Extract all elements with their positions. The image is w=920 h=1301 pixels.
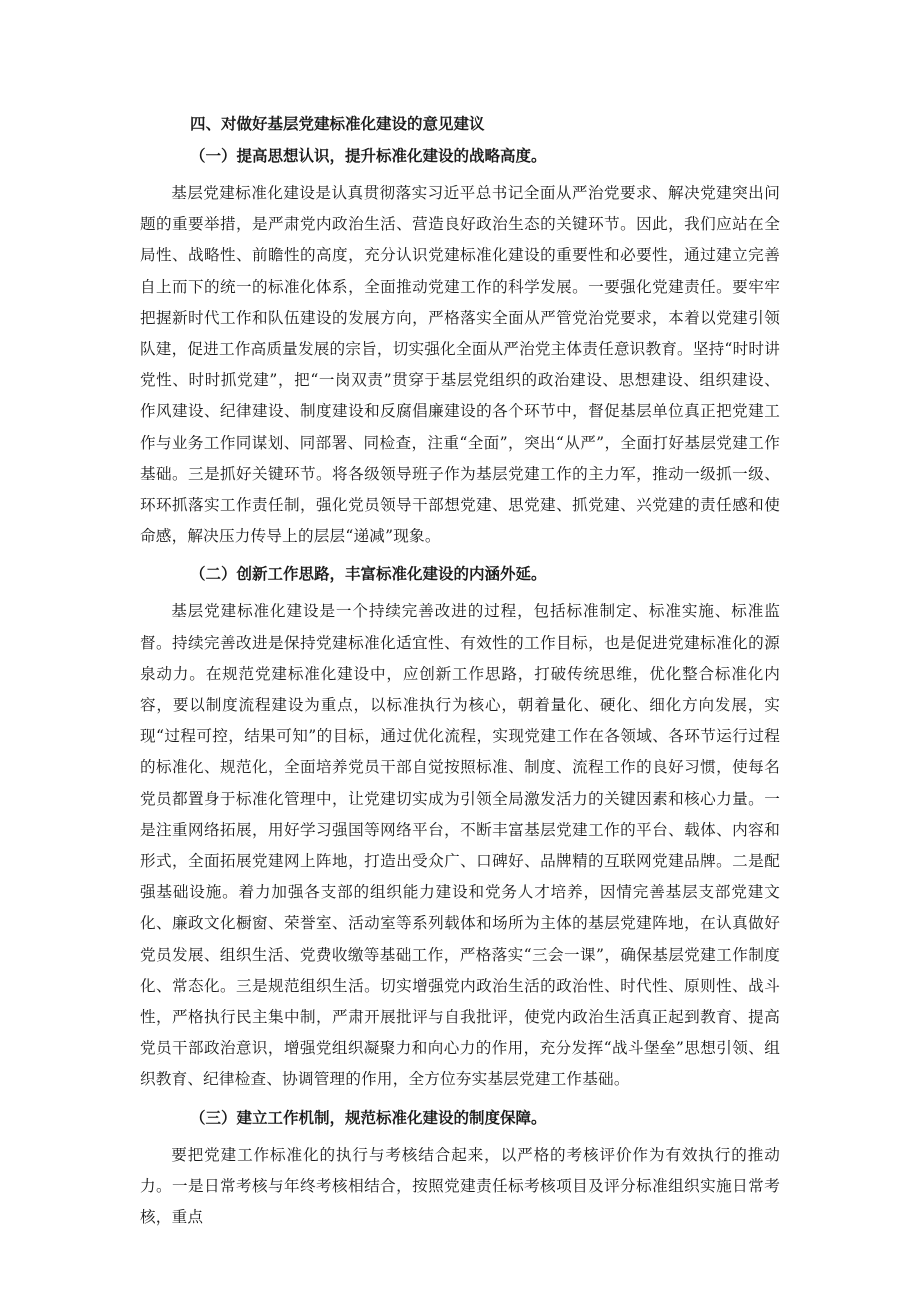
section-title: 四、对做好基层党建标准化建设的意见建议 xyxy=(190,115,485,133)
subsection-paragraph-1: 基层党建标准化建设是认真贯彻落实习近平总书记全面从严治党要求、解决党建突出问题的重要举措，是严肃党内政治生活、营造良好政治生态的关键环节。因此，我们应站在全局性、战略性、前瞻性的高度，充分认识党建标准化建设的重要性和必要性，通过建立完善自上而下的统一的标准化体系，全面推动党建工作的科学发展。一要强化党建责任。要牢牢把握新时代工作和队伍建设的发展方向，严格落实全面从严管党治党要求，本着以党建引领队建，促进工作高质量发展的宗旨，切实强化全面从严治党主体责任意识教育。坚持“时时讲党性、时时抓党建”，把“一岗双责”贯穿于基层党组织的政治建设、思想建设、组织建设、作风建设、纪律建设、制度建设和反腐倡廉建设的各个环节中，督促基层单位真正把党建工作与业务工作同谋划、同部署、同检查，注重“全面”，突出“从严”，全面打好基层党建工作基础。三是抓好关键环节。将各级领导班子作为基层党建工作的主力军，推动一级抓一级、环环抓落实工作责任制，强化党员领导干部想党建、思党建、抓党建、兴党建的责任感和使命感，解决压力传导上的层层“递减”现象。 xyxy=(140,184,780,546)
subsection-paragraph-2: 基层党建标准化建设是一个持续完善改进的过程，包括标准制定、标准实施、标准监督。持续完善改进是保持党建标准化适宜性、有效性的工作目标，也是促进党建标准化的源泉动力。在规范党建标准化建设中，应创新工作思路，打破传统思维，优化整合标准化内容，要以制度流程建设为重点，以标准执行为核心，朝着量化、硬化、细化方向发展，实现“过程可控，结果可知”的目标，通过优化流程，实现党建工作在各领域、各环节运行过程的标准化、规范化，全面培养党员干部自觉按照标准、制度、流程工作的良好习惯，使每名党员都置身于标准化管理中，让党建切实成为引领全局激发活力的关键因素和核心力量。一是注重网络拓展，用好学习强国等网络平台，不断丰富基层党建工作的平台、载体、内容和形式，全面拓展党建网上阵地，打造出受众广、口碑好、品牌精的互联网党建品牌。二是配强基础设施。着力加强各支部的组织能力建设和党务人才培养，因情完善基层支部党建文化、廉政文化橱窗、荣誉室、活动室等系列载体和场所为主体的基层党建阵地，在认真做好党员发展、组织生活、党费收缴等基础工作，严格落实“三会一课”，确保基层党建工作制度化、常态化。三是规范组织生活。切实增强党内政治生活的政治性、时代性、原则性、战斗性，严格执行民主集中制，严肃开展批评与自我批评，使党内政治生活真正起到教育、提高党员干部政治意识，增强党组织凝聚力和向心力的作用，充分发挥“战斗堡垒”思想引领、组织教育、纪律检查、协调管理的作用，全方位夯实基层党建工作基础。 xyxy=(140,602,780,1089)
document-body xyxy=(140,112,780,1243)
subsection-heading-1: （一）提高思想认识，提升标准化建设的战略高度。 xyxy=(190,147,547,165)
subsection-paragraph-3: 要把党建工作标准化的执行与考核结合起来，以严格的考核评价作为有效执行的推动力。一是日常考核与年终考核相结合，按照党建责任标考核项目及评分标准组织实施日常考核，重点 xyxy=(140,1145,780,1227)
subsection-heading-2: （二）创新工作思路，丰富标准化建设的内涵外延。 xyxy=(190,565,547,584)
subsection-heading-3: （三）建立工作机制，规范标准化建设的制度保障。 xyxy=(190,1108,547,1127)
